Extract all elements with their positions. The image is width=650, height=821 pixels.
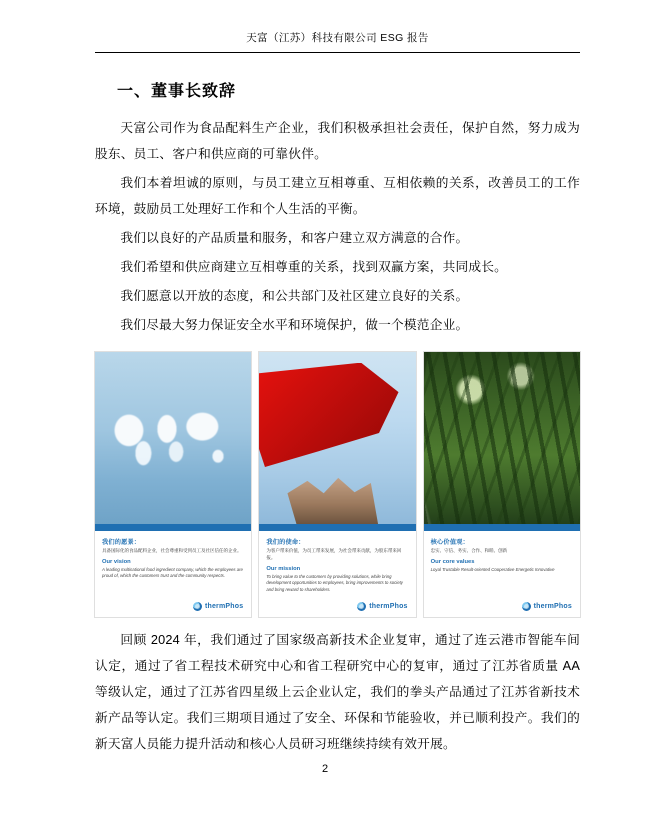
closing-paragraph: 回顾 2024 年，我们通过了国家级高新技术企业复审，通过了连云港市智能车间认定，通过了省工程技术研究中心和省工程研究中心的复审，通过了江苏省质量 AA 等级认定，通过了江苏省四星级上云企业认定，我们的拳头产品通过了江苏省新技术新产品等认定。我们三期项目通过了安全、环保和节能验收，并已顺利投产。我们的新天富人员能力提升活动和核心人员研习班继续持续有效开展。 [95,633,580,752]
globe-icon [522,602,531,611]
card-text-en: To bring value to the customers by providing solutions, while bring development opportunities to employees, bring improvements to society and bring reward to shareholders. [266,573,403,592]
card-title-cn: 核心价值观： [430,539,469,547]
card-accent-band [424,524,580,531]
page-content [95,68,580,760]
card-accent-band [259,524,415,531]
card-body [424,531,580,617]
mission-card [259,352,415,617]
card-text-en: A leading multinational food ingredient company, which the employees are proud of, which the customers trust and the community respects. [102,567,243,579]
brand-logo [522,602,572,611]
red-flag-image [259,352,415,524]
page-number: 2 [321,763,329,775]
card-body [95,531,251,617]
brand-name: thermPhos [204,603,244,611]
paragraph: 我们愿意以开放的态度，和公共部门及社区建立良好的关系。 [120,289,469,304]
card-accent-band [95,524,251,531]
page-title: 一、董事长致辞 [117,83,237,100]
world-map-image [95,352,251,524]
figure-row [95,352,580,617]
card-text-cn: 为客户带来价值，为员工带来发展，为社会带来贡献，为股东带来回报。 [266,548,402,560]
page-header: 天富（江苏）科技有限公司 ESG 报告 [246,32,429,44]
forest-canopy-image [424,352,580,524]
card-text-cn: 具备国际化的食品配料企业，社会尊重和受到员工及社区信任的企业。 [102,548,242,554]
brand-name: thermPhos [369,603,408,611]
paragraph: 我们希望和供应商建立互相尊重的关系，找到双赢方案，共同成长。 [120,260,508,275]
card-title-cn: 我们的使命： [266,539,305,547]
vision-card [95,352,251,617]
paragraph: 我们本着坦诚的原则，与员工建立互相尊重、互相依赖的关系，改善员工的工作环境，鼓励员工处理好工作和个人生活的平衡。 [95,176,580,217]
card-text-cn: 忠实、守信、务实、合作、和睦、创新 [430,548,508,554]
card-title-en: Our mission [266,565,301,572]
card-body [259,531,415,617]
card-title-en: Our core values [430,559,475,565]
paragraph: 我们尽最大努力保证安全水平和环境保护，做一个模范企业。 [120,318,469,333]
header-divider [95,52,580,53]
brand-logo [193,602,243,611]
core-values-card [424,352,580,617]
card-title-en: Our vision [102,559,131,565]
globe-icon [357,602,366,611]
brand-name: thermPhos [533,603,572,611]
card-text-en: Loyal Trustable Result-oriented Cooperative Energetic Innovative [430,567,555,572]
brand-logo [357,602,407,611]
paragraph: 我们以良好的产品质量和服务，和客户建立双方满意的合作。 [120,231,469,246]
card-title-cn: 我们的愿景： [102,539,141,547]
paragraph: 天富公司作为食品配料生产企业，我们积极承担社会责任，保护自然，努力成为股东、员工、客户和供应商的可靠伙伴。 [95,121,580,162]
globe-icon [193,602,202,611]
